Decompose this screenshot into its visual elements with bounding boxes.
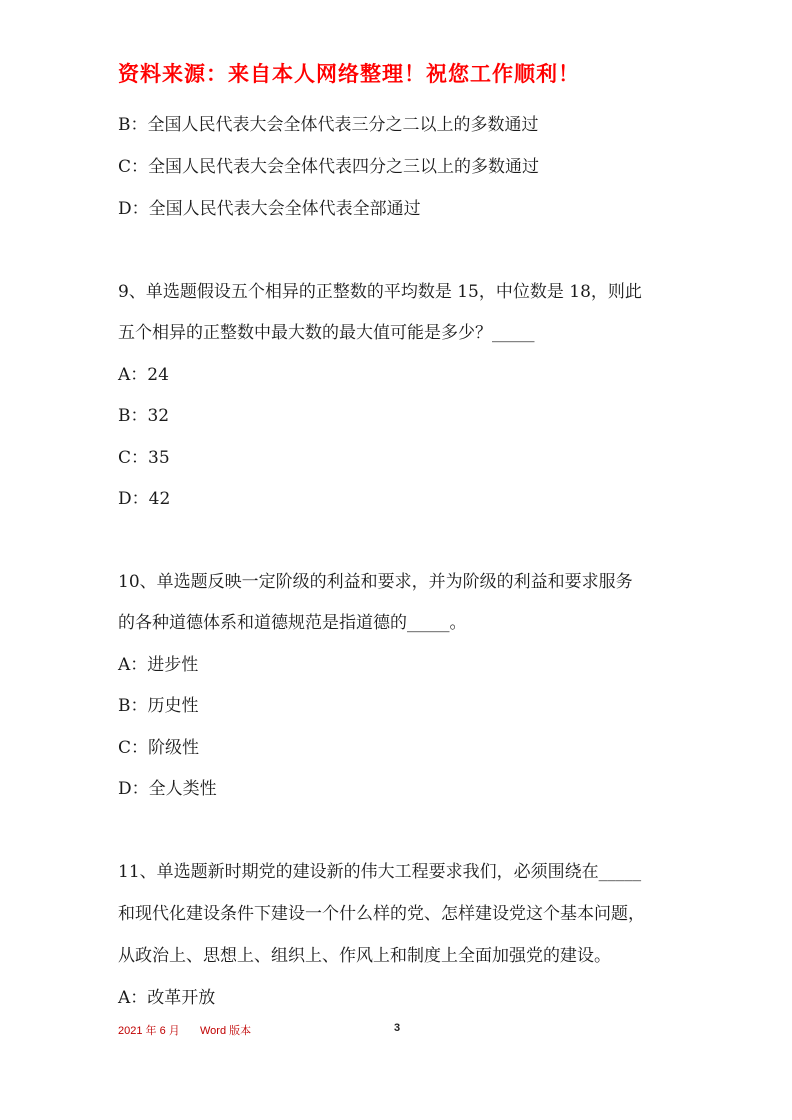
q9-option-a: A：24: [118, 365, 169, 385]
q8-option-b: B：全国人民代表大会全体代表三分之二以上的多数通过: [118, 115, 539, 135]
q10-option-d: D：全人类性: [118, 779, 217, 799]
q9-option-d: D：42: [118, 489, 171, 509]
footer-version: Word 版本: [200, 1025, 252, 1037]
q10-stem-line2: 的各种道德体系和道德规范是指道德的_____。: [118, 613, 467, 633]
page-number: 3: [394, 1022, 401, 1034]
q9-stem-line2: 五个相异的正整数中最大数的最大值可能是多少？_____: [118, 323, 535, 343]
footer-date: 2021 年 6 月: [118, 1025, 180, 1037]
q11-option-a: A：改革开放: [118, 988, 216, 1008]
q11-stem-line1: 11、单选题新时期党的建设新的伟大工程要求我们，必须围绕在_____: [118, 862, 642, 882]
q9-stem-line1: 9、单选题假设五个相异的正整数的平均数是 15，中位数是 18，则此: [118, 282, 642, 302]
q10-option-b: B：历史性: [118, 696, 199, 716]
q9-option-b: B：32: [118, 406, 170, 426]
q9-option-c: C：35: [118, 448, 170, 468]
q8-option-d: D：全国人民代表大会全体代表全部通过: [118, 199, 421, 219]
q11-stem-line3: 从政治上、思想上、组织上、作风上和制度上全面加强党的建设。: [118, 946, 611, 966]
q11-stem-line2: 和现代化建设条件下建设一个什么样的党、怎样建设党这个基本问题，: [118, 904, 645, 924]
q10-option-c: C：阶级性: [118, 738, 200, 758]
q10-stem-line1: 10、单选题反映一定阶级的利益和要求，并为阶级的利益和要求服务: [118, 572, 633, 592]
q8-option-c: C：全国人民代表大会全体代表四分之三以上的多数通过: [118, 157, 540, 177]
source-banner: 资料来源：来自本人网络整理！祝您工作顺利！: [118, 62, 580, 86]
q10-option-a: A：进步性: [118, 655, 199, 675]
